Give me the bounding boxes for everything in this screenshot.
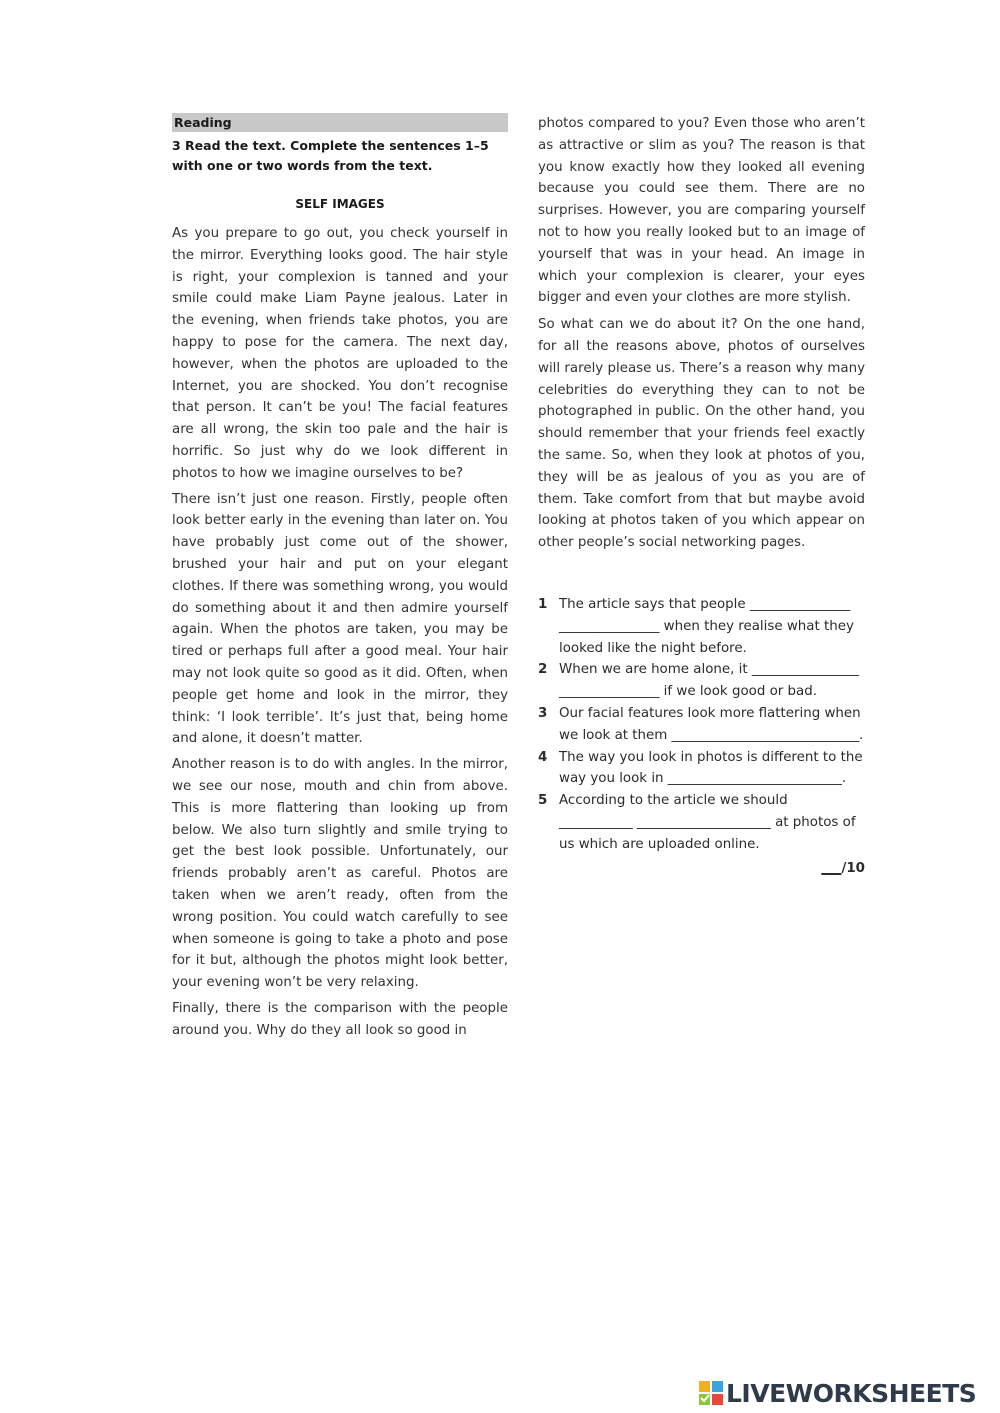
question-text: Our facial features look more flattering when we look at them ____________________________. [559,705,864,743]
question-number: 3 [538,705,548,721]
task-instructions: 3 Read the text. Complete the sentences 1–5 with one or two words from the text. [172,138,489,173]
section-header: Reading [172,113,508,132]
question-number: 5 [538,793,548,809]
article-paragraph: photos compared to you? Even those who aren’t as attractive or slim as you? The reason is that you know exactly how they looked all evening because you could see them. There are no surprises. However, you are comparing yourself not to how you really looked but to an image of yourself that was in your head. An image in which your complexion is clearer, your eyes bigger and even your clothes are more stylish. [538,116,865,306]
article-paragraph: Finally, there is the comparison with the people around you. Why do they all look so good in [172,1000,508,1038]
brand-name: LIVEWORKSHEETS [726,1378,977,1408]
question-text: When we are home alone, it ________________ _______________ if we look good or bad. [559,662,859,700]
score-box [538,861,865,876]
article-paragraph: Another reason is to do with angles. In the mirror, we see our nose, mouth and chin from above. This is more flattering than looking up from below. We also turn slightly and smile trying to get the best look possible. Unfortunately, our friends probably aren’t as careful. Photos are taken when we aren’t ready, often from the wrong position. You could watch carefully to see when someone is going to take a photo and pose for it but, although the photos might look better, your evening won’t be very relaxing. [172,757,508,991]
question-text: The article says that people _______________ _______________ when they realise what they looked like the night before. [559,596,854,656]
question-list [538,594,865,856]
score-total: /10 [841,860,865,876]
article-paragraph: As you prepare to go out, you check yourself in the mirror. Everything looks good. The hair style is right, your complexion is tanned and your smile could make Liam Payne jealous. Later in the evening, when friends take photos, you are happy to pose for the camera. The next day, however, when the photos are uploaded to the Internet, you are shocked. You don’t recognise that person. It can’t be you! The facial features are all wrong, the skin too pale and the hair is horrific. So just why do we look different in photos to how we imagine ourselves to be? [172,226,508,481]
question-item[interactable] [538,747,865,791]
question-item[interactable] [538,790,865,855]
question-item[interactable] [538,659,865,703]
score-blank[interactable]: ___ [821,860,842,876]
question-number: 4 [538,749,548,765]
question-number: 1 [538,596,548,612]
article-paragraph: So what can we do about it? On the one hand, for all the reasons above, photos of ourselves will rarely please us. There’s a reason why many celebrities do everything they can to not be photographed in public. On the other hand, you should remember that your friends feel exactly the same. So, when they look at photos of you, they will be as jealous of you as you are of them. Take comfort from that but maybe avoid looking at photos taken of you which appear on other people’s social networking pages. [538,317,865,551]
article-paragraph: There isn’t just one reason. Firstly, people often look better early in the evening than later on. You have probably just come out of the shower, brushed your hair and put on your elegant clothes. If there was something wrong, you would do something about it and then admire yourself again. When the photos are taken, you may be tired or perhaps full after a good meal. Your hair may not look quite so good as it did. Often, when people get home and look in the mirror, they think: ‘I look terrible’. It’s just that, being home and alone, it doesn’t matter. [172,491,508,747]
question-number: 2 [538,662,548,678]
question-text: The way you look in photos is different to the way you look in __________________________. [559,749,863,787]
question-text: According to the article we should ___________ ____________________ at photos of us which are uploaded online. [559,793,856,852]
liveworksheets-logo-icon [698,1380,724,1406]
question-item[interactable] [538,594,865,659]
left-column [172,113,508,1045]
question-item[interactable] [538,703,865,747]
article-title: SELF IMAGES [295,197,385,211]
right-column [538,113,865,876]
brand-logo[interactable] [698,1378,976,1408]
